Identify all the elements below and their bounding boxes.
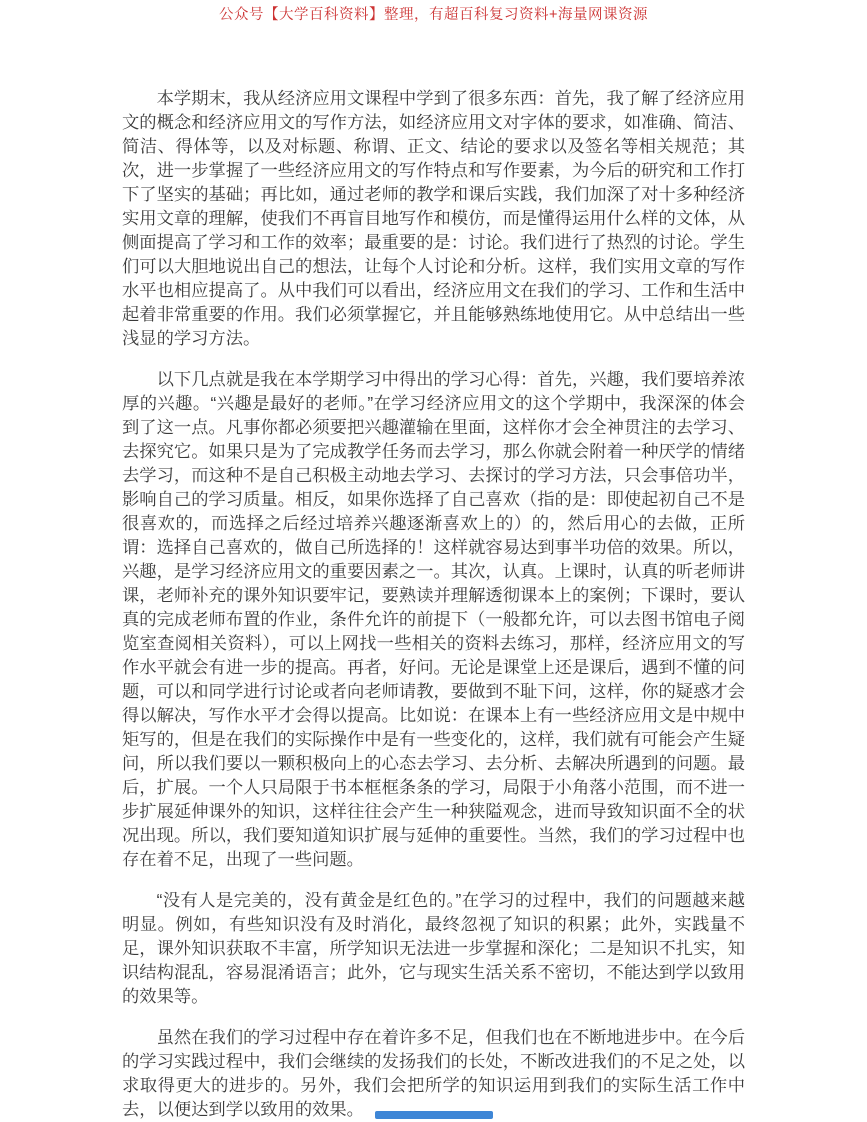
paragraph-future-plans: 虽然在我们的学习过程中存在着许多不足，但我们也在不断地进步中。在今后的学习实践过程中，我们会继续的发扬我们的长处，不断改进我们的不足之处，以求取得更大的进步的。另外，我们会把所学的知识运用到我们的实际生活工作中去，以便达到学以致用的效果。 (122, 1027, 745, 1119)
page-scroll-indicator (375, 1111, 493, 1119)
paragraph-shortcomings: “没有人是完美的，没有黄金是红色的。”在学习的过程中，我们的问题越来越明显。例如，有些知识没有及时消化，最终忽视了知识的积累；此外，实践量不足，课外知识获取不丰富，所学知识无法进一步掌握和深化；二是知识不扎实，知识结构混乱，容易混淆语言；此外，它与现实生活关系不密切，不能达到学以致用的效果等。 (122, 890, 745, 1006)
promo-header (0, 0, 867, 25)
paragraph-course-summary: 本学期末，我从经济应用文课程中学到了很多东西：首先，我了解了经济应用文的概念和经济应用文的写作方法，如经济应用文对字体的要求，如准确、简洁、简洁、得体等，以及对标题、称谓、正文、结论的要求以及签名等相关规范；其次，进一步掌握了一些经济应用文的写作特点和写作要素，为今后的研究和工作打下了坚实的基础；再比如，通过老师的教学和课后实践，我们加深了对十多种经济实用文章的理解，使我们不再盲目地写作和模仿，而是懂得运用什么样的文体，从侧面提高了学习和工作的效率；最重要的是：讨论。我们进行了热烈的讨论。学生们可以大胆地说出自己的想法，让每个人讨论和分析。这样，我们实用文章的写作水平也相应提高了。从中我们可以看出，经济应用文在我们的学习、工作和生活中起着非常重要的作用。我们必须掌握它，并且能够熟练地使用它。从中总结出一些浅显的学习方法。 (122, 88, 745, 348)
document-body (122, 86, 745, 1122)
promo-header-text: 公众号【大学百科资料】整理，有超百科复习资料+海量网课资源 (219, 7, 648, 23)
paragraph-study-tips: 以下几点就是我在本学期学习中得出的学习心得：首先，兴趣，我们要培养浓厚的兴趣。“兴趣是最好的老师。”在学习经济应用文的这个学期中，我深深的体会到了这一点。凡事你都必须要把兴趣灌输在里面，这样你才会全神贯注的去学习、去探究它。如果只是为了完成教学任务而去学习，那么你就会附着一种厌学的情绪去学习，而这种不是自己积极主动地去学习、去探讨的学习方法，只会事倍功半，影响自己的学习质量。相反，如果你选择了自己喜欢（指的是：即使起初自己不是很喜欢的，而选择之后经过培养兴趣逐渐喜欢上的）的，然后用心的去做，正所谓：选择自己喜欢的，做自己所选择的！这样就容易达到事半功倍的效果。所以，兴趣，是学习经济应用文的重要因素之一。其次，认真。上课时，认真的听老师讲课，老师补充的课外知识要牢记，要熟读并理解透彻课本上的案例；下课时，要认真的完成老师布置的作业，条件允许的前提下（一般都允许，可以去图书馆电子阅览室查阅相关资料），可以上网找一些相关的资料去练习，那样，经济应用文的写作水平就会有进一步的提高。再者，好问。无论是课堂上还是课后，遇到不懂的问题，可以和同学进行讨论或者向老师请教，要做到不耻下问，这样，你的疑惑才会得以解决，写作水平才会得以提高。比如说：在课本上有一些经济应用文是中规中矩写的，但是在我们的实际操作中是有一些变化的，这样，我们就有可能会产生疑问，所以我们要以一颗积极向上的心态去学习、去分析、去解决所遇到的问题。最后，扩展。一个人只局限于书本框框条条的学习，局限于小角落小范围，而不进一步扩展延伸课外的知识，这样往往会产生一种狭隘观念，进而导致知识面不全的状况出现。所以，我们要知道知识扩展与延伸的重要性。当然，我们的学习过程中也存在着不足，出现了一些问题。 (122, 369, 745, 869)
